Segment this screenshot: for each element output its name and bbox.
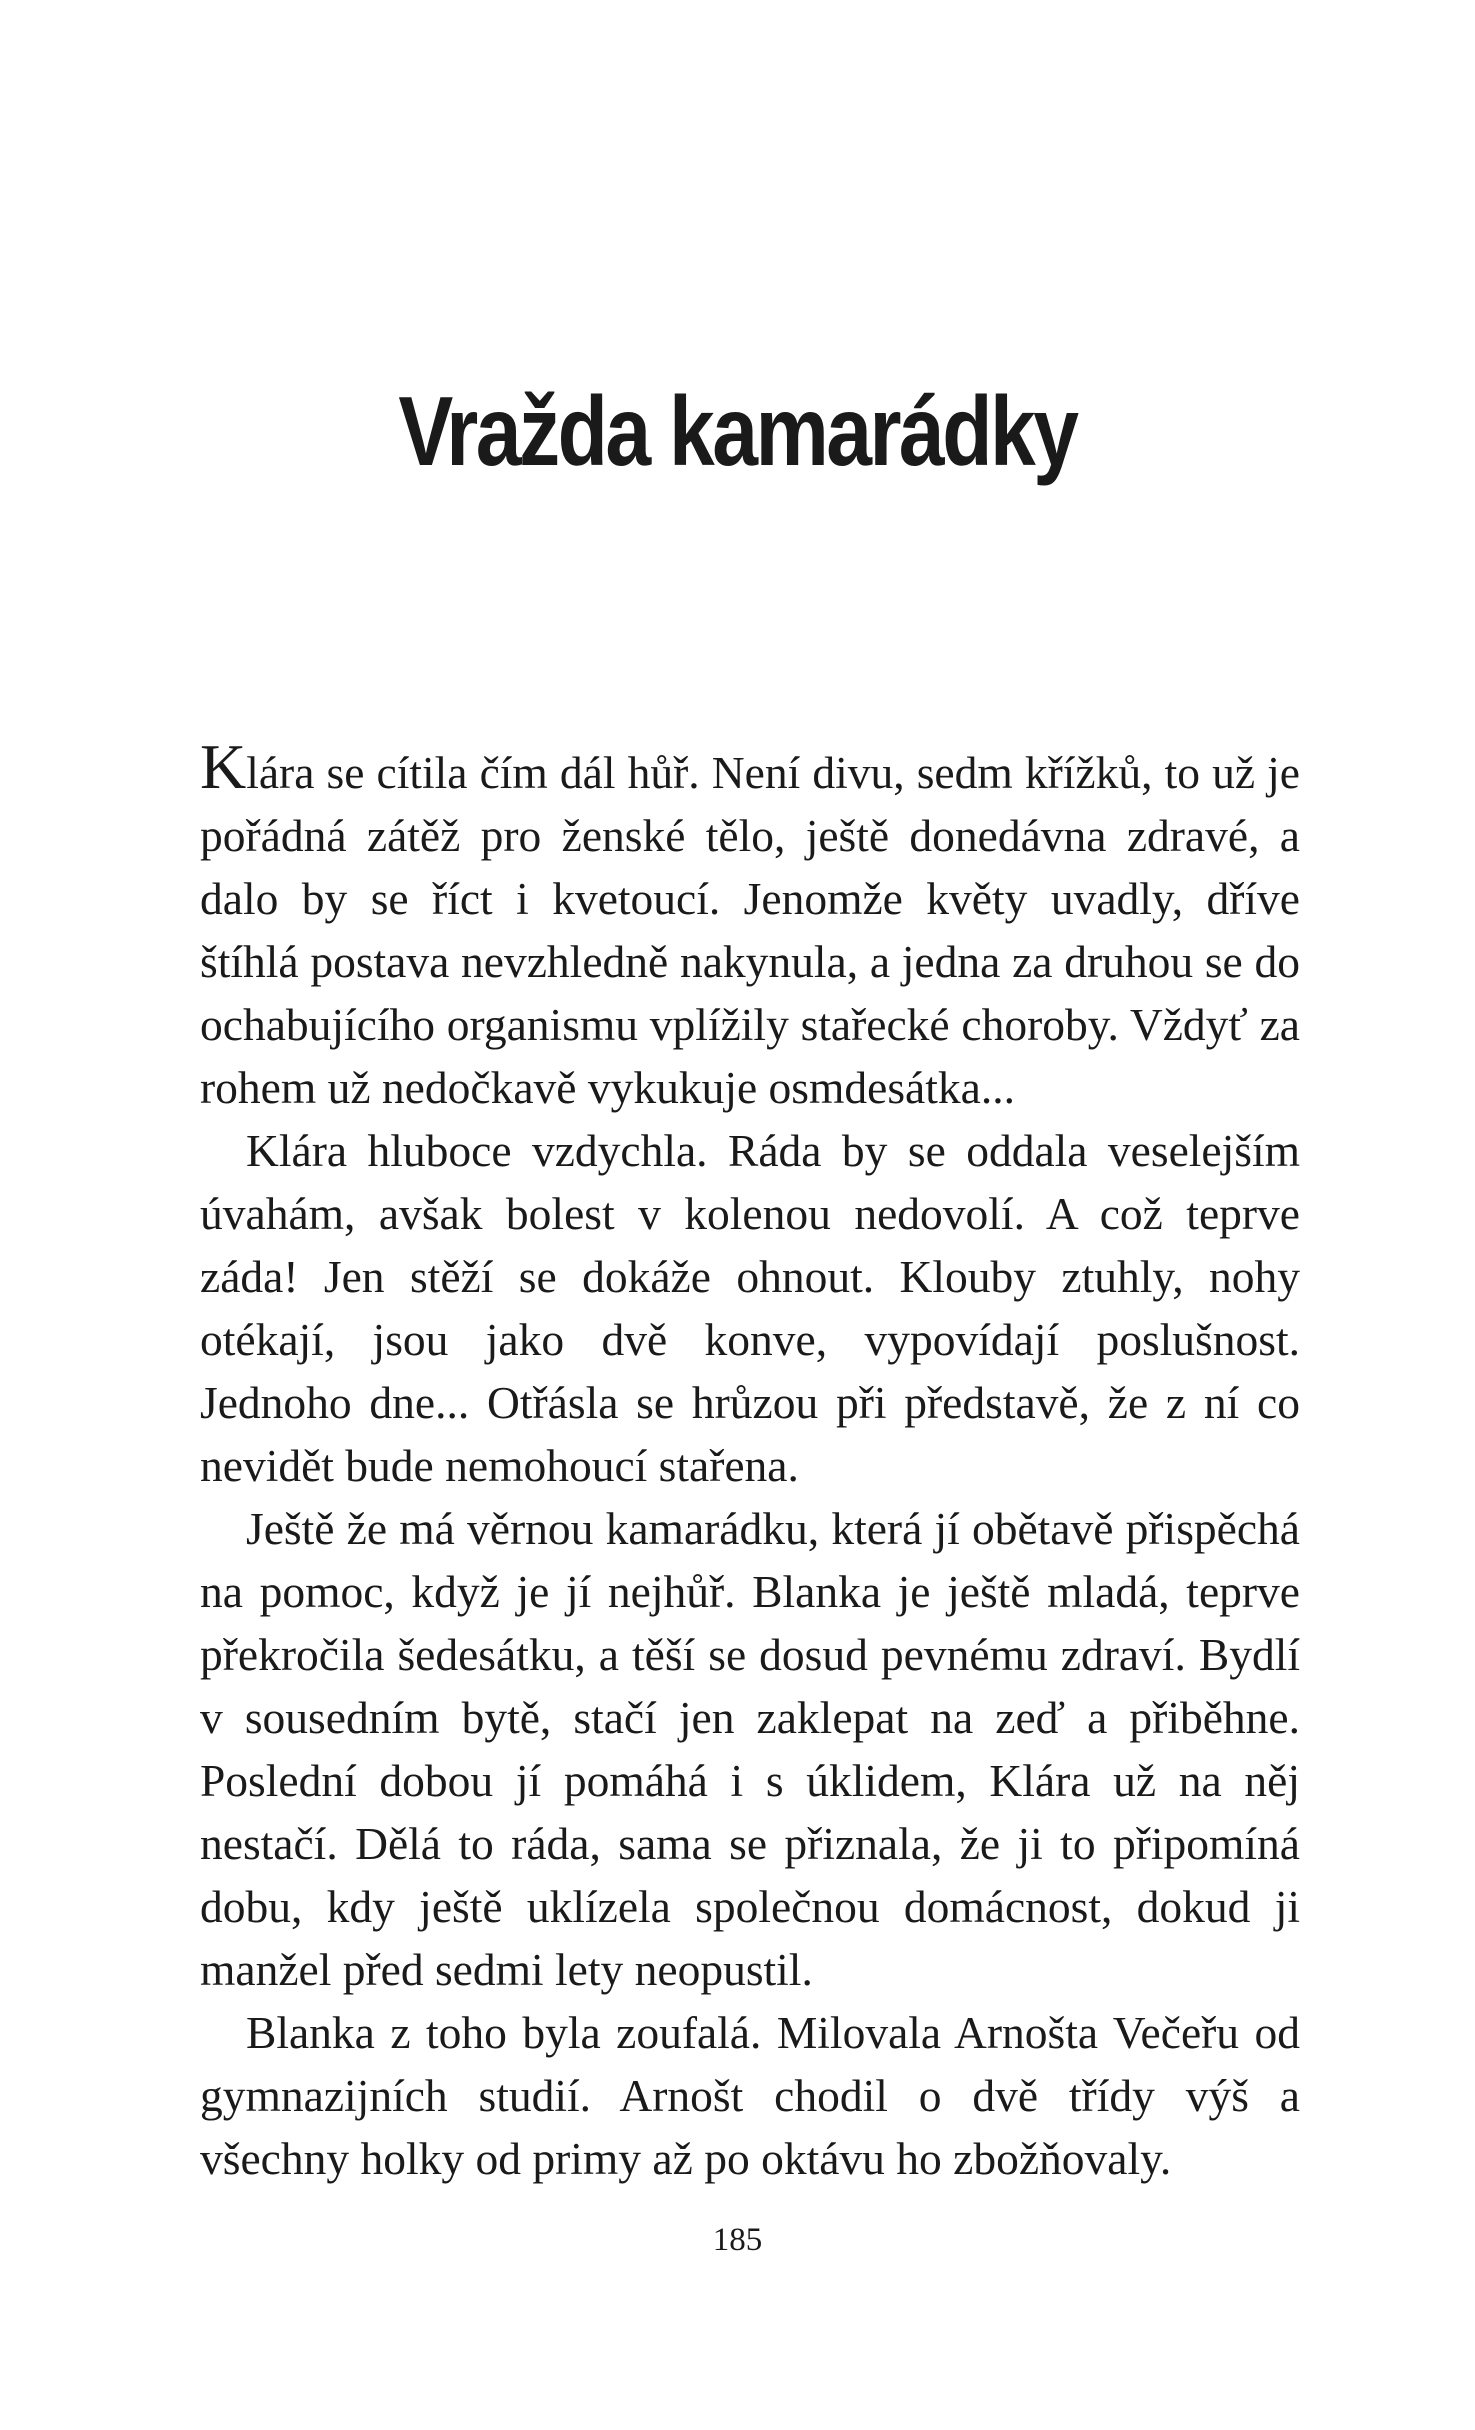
initial-letter: K (200, 731, 247, 802)
paragraph-1-text: lára se cítila čím dál hůř. Není divu, sedm křížků, to už je pořádná zátěž pro ženské tělo, ještě donedávna zdravé, a dalo by se říct i kvetoucí. Jenomže květy uvadly, dříve štíhlá postava nevzhledně nakynula, a jedna za druhou se do ochabujícího organismu vplížily stařecké choroby. Vždyť za rohem už nedočkavě vykukuje osmdesátka... (200, 747, 1300, 1113)
paragraph-3: Ještě že má věrnou kamarádku, která jí obětavě přispěchá na pomoc, když je jí nejhůř. Blanka je ještě mladá, teprve překročila šedesátku, a těší se dosud pevnému zdraví. Bydlí v sousedním bytě, stačí jen zaklepat na zeď a přiběhne. Poslední dobou jí pomáhá i s úklidem, Klára už na něj nestačí. Dělá to ráda, sama se přiznala, že ji to připomíná dobu, kdy ještě uklízela společnou domácnost, dokud ji manžel před sedmi lety neopustil. (200, 1503, 1300, 1995)
paragraph-4: Blanka z toho byla zoufalá. Milovala Arnošta Večeřu od gymnazijních studií. Arnošt chodil o dvě třídy výš a všechny holky od primy až po oktávu ho zbožňovaly. (200, 2007, 1300, 2184)
paragraph-2: Klára hluboce vzdychla. Ráda by se oddala veselejším úvahám, avšak bolest v kolenou nedovolí. A což teprve záda! Jen stěží se dokáže ohnout. Klouby ztuhly, nohy otékají, jsou jako dvě konve, vypovídají poslušnost. Jednoho dne... Otřásla se hrůzou při představě, že z ní co nevidět bude nemohoucí stařena. (200, 1125, 1300, 1491)
page-number: 185 (712, 2222, 763, 2258)
chapter-title: Vražda kamarádky (398, 376, 1077, 486)
paragraph-1 (200, 731, 1300, 1119)
chapter-body (200, 731, 1300, 2190)
